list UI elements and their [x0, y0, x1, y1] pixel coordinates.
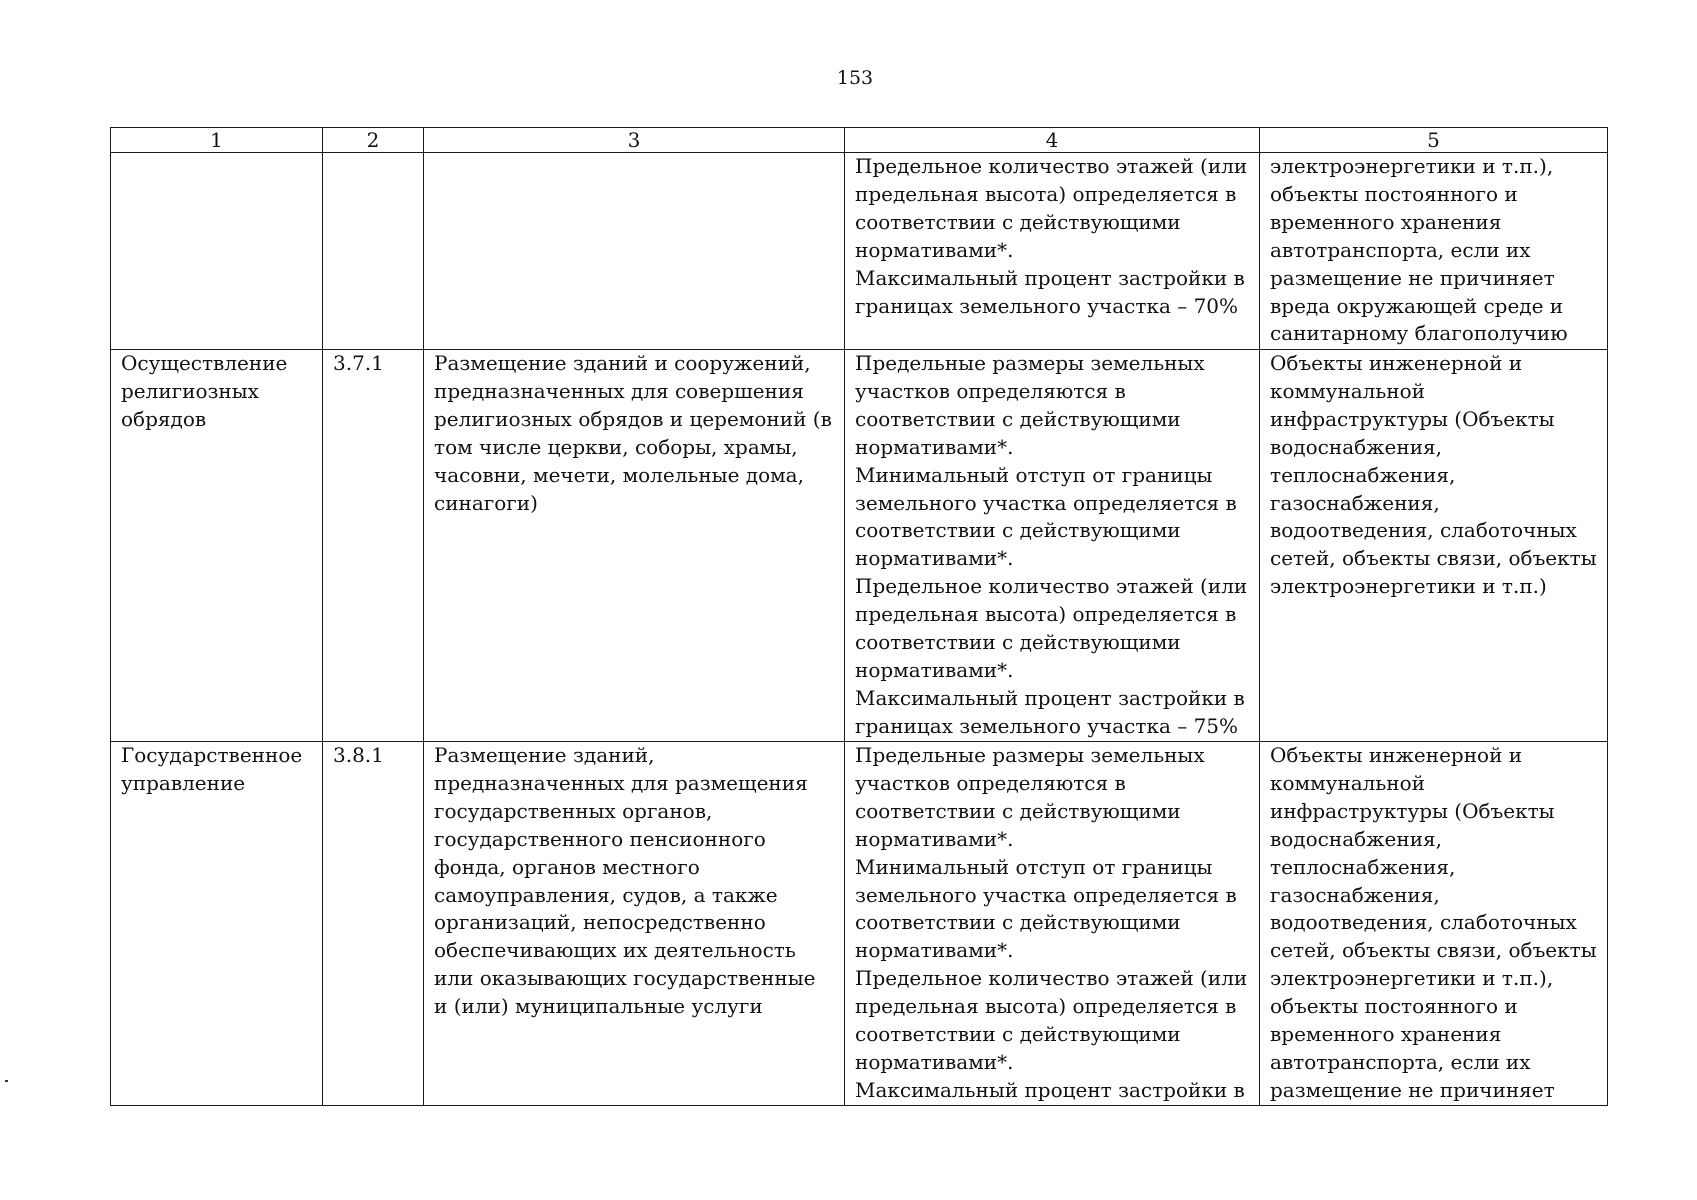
cell-text: Объекты инженерной и коммунальной инфраструктуры (Объекты водоснабжения, теплоснабжения, газоснабжения, водоотведения, слаботочных сетей, объекты связи, объекты электроэнергетики и т.п.), объекты постоянного и временного хранения автотранспорта, если их размещение не причиняет [1270, 743, 1597, 1102]
cell-text: 3.7.1 [333, 351, 384, 375]
cell-text: 3.8.1 [333, 743, 384, 767]
cell-parameters [845, 350, 1260, 742]
header-col-2: 2 [323, 128, 424, 153]
cell-text: Размещение зданий и сооружений, предназначенных для совершения религиозных обрядов и церемоний (в том числе церкви, соборы, храмы, часовни, мечети, молельные дома, синагоги) [434, 351, 832, 515]
header-row [111, 128, 1608, 153]
table-row-state-administration [111, 742, 1608, 1106]
cell-parameters [845, 153, 1260, 350]
header-col-4: 4 [845, 128, 1260, 153]
table-row-continued [111, 153, 1608, 350]
cell-code [323, 153, 424, 350]
cell-auxiliary-uses [1260, 742, 1608, 1106]
cell-auxiliary-uses [1260, 153, 1608, 350]
cell-text: Размещение зданий, предназначенных для размещения государственных органов, государственного пенсионного фонда, органов местного самоуправления, судов, а также организаций, непосредственно обеспечивающих их деятельность или оказывающих государственные и (или) муниципальные услуги [434, 743, 816, 1019]
cell-text: Предельные размеры земельных участков определяются в соответствии с действующими нормативами*. Минимальный отступ от границы земельного участка определяется в соответствии с действующими нормативами*. Предельное количество этажей (или предельная высота) определяется в соответствии с действующими нормативами*. Максимальный процент застройки в границах земельного участка – 75% [855, 351, 1248, 738]
cell-code [323, 742, 424, 1106]
scan-artifact [5, 1080, 8, 1082]
header-col-1: 1 [111, 128, 323, 153]
cell-parameters [845, 742, 1260, 1106]
table-body [111, 153, 1608, 1106]
cell-use-name [111, 350, 323, 742]
cell-text: Осуществление религиозных обрядов [121, 351, 288, 431]
header-col-5: 5 [1260, 128, 1608, 153]
header-col-3: 3 [424, 128, 845, 153]
page-number: 153 [836, 67, 874, 89]
cell-use-name [111, 742, 323, 1106]
regulations-table [110, 127, 1608, 1106]
cell-code [323, 350, 424, 742]
cell-description [424, 153, 845, 350]
cell-text: Государственное управление [121, 743, 303, 795]
cell-text: Предельные размеры земельных участков определяются в соответствии с действующими нормативами*. Минимальный отступ от границы земельного участка определяется в соответствии с действующими нормативами*. Предельное количество этажей (или предельная высота) определяется в соответствии с действующими нормативами*. Максимальный процент застройки в [855, 743, 1248, 1102]
cell-description [424, 350, 845, 742]
cell-text: Предельное количество этажей (или предельная высота) определяется в соответствии с действующими нормативами*. Максимальный процент застройки в границах земельного участка – 70% [855, 154, 1248, 318]
cell-auxiliary-uses [1260, 350, 1608, 742]
cell-text: электроэнергетики и т.п.), объекты постоянного и временного хранения автотранспорта, если их размещение не причиняет вреда окружающей среде и санитарному благополучию [1270, 154, 1568, 346]
table-header [111, 128, 1608, 153]
cell-text: Объекты инженерной и коммунальной инфраструктуры (Объекты водоснабжения, теплоснабжения, газоснабжения, водоотведения, слаботочных сетей, объекты связи, объекты электроэнергетики и т.п.) [1270, 351, 1597, 599]
cell-description [424, 742, 845, 1106]
cell-use-name [111, 153, 323, 350]
table-row-religious-rites [111, 350, 1608, 742]
